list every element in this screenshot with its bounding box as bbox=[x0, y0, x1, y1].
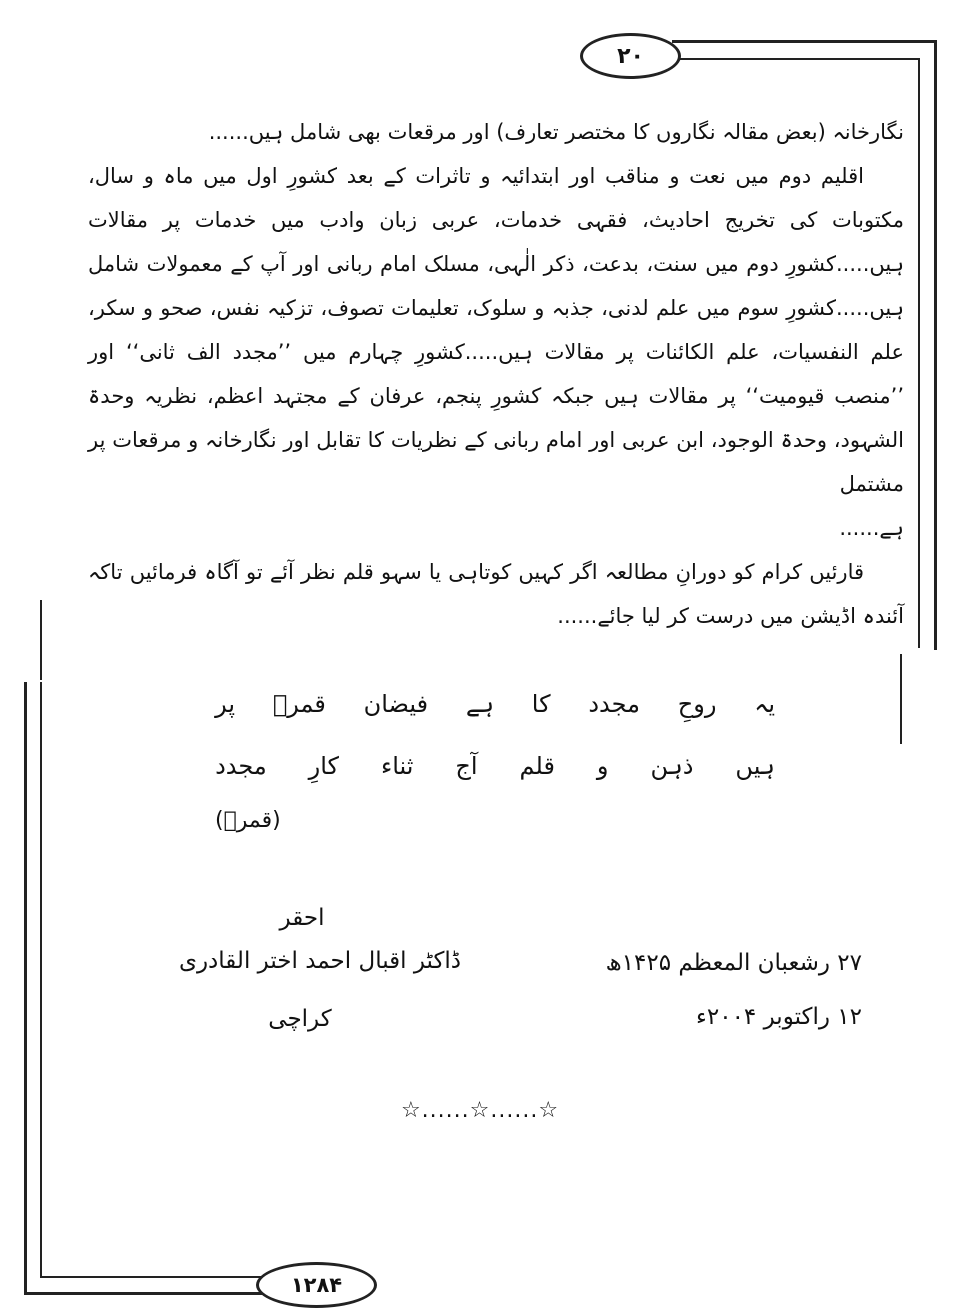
star-ornament: ☆......☆......☆ bbox=[400, 1098, 560, 1123]
poem-word: ذہن bbox=[650, 752, 694, 780]
poem-word: پر bbox=[215, 690, 236, 718]
poem-word: آج bbox=[455, 752, 478, 780]
poet-name: (قمرؔ) bbox=[215, 808, 281, 833]
poem-word: یہ bbox=[754, 690, 775, 718]
paragraph-2-end: ہے...... bbox=[839, 516, 904, 540]
poem-word: و bbox=[596, 752, 609, 780]
poem-line-2 bbox=[215, 752, 775, 780]
gregorian-date: ۱۲ راکتوبر ۲۰۰۴ء bbox=[696, 1004, 862, 1030]
poem-word: مجدد bbox=[588, 690, 640, 718]
poem-word: کا bbox=[531, 690, 551, 718]
frame-bottom-inner bbox=[40, 1276, 276, 1278]
poem-word: روحِ bbox=[677, 690, 717, 718]
body-text bbox=[88, 110, 904, 638]
signature-humble: احقر bbox=[279, 905, 325, 931]
frame-right-outer bbox=[934, 40, 937, 650]
frame-right-inner bbox=[918, 58, 920, 648]
paragraph-1: نگارخانہ (بعض مقالہ نگاروں کا مختصر تعارف) اور مرقعات بھی شامل ہیں...... bbox=[208, 120, 904, 144]
frame-top-right bbox=[672, 40, 936, 43]
signature-city: کراچی bbox=[268, 1006, 332, 1032]
frame-left-inner bbox=[40, 682, 42, 1278]
frame-bottom-outer bbox=[24, 1292, 276, 1295]
frame-mid-right-stub bbox=[900, 654, 902, 744]
top-page-number bbox=[580, 33, 681, 79]
frame-mid-left-stub bbox=[40, 600, 42, 680]
paragraph-2: اقلیم دوم میں نعت و مناقب اور ابتدائیہ و تاثرات کے بعد کشورِ اول میں ماہ و سال، مکتوبات کی تخریج احادیث، فقہی خدمات، عربی زبان وادب میں خدمات پر مقالات ہیں.....کشورِ دوم میں سنت، بدعت، ذکر الٰہی، مسلک امام ربانی اور آپ کے معمولات شامل ہیں.....کشورِ سوم میں علم لدنی، جذبہ و سلوک، تعلیمات تصوف، تزکیہ نفس، صحو و سکر، علم النفسیات، علم الکائنات پر مقالات ہیں.....کشورِ چہارم میں ’’مجدد الف ثانی‘‘ اور ’’منصب قیومیت‘‘ پر مقالات ہیں جبکہ کشورِ پنجم، عرفان کے مجتہد اعظم، نظریہ وحدۃ الشہود، وحدۃ الوجود، ابن عربی اور امام ربانی کے نظریات کا تقابل اور نگارخانہ و مرقعات پر مشتمل bbox=[88, 164, 904, 496]
paragraph-3: قارئیں کرام کو دورانِ مطالعہ اگر کہیں کوتاہی یا سہو قلم نظر آئے تو آگاہ فرمائیں تاکہ آئندہ اڈیشن میں درست کر لیا جائے...... bbox=[88, 560, 904, 628]
poem-word: ہیں bbox=[735, 752, 775, 780]
poem-word: کارِ bbox=[308, 752, 339, 780]
bottom-page-number bbox=[256, 1262, 377, 1308]
poem-line-1 bbox=[215, 690, 775, 718]
hijri-date: ۲۷ رشعبان المعظم ۱۴۲۵ھ bbox=[605, 950, 862, 976]
poem-word: فیضان bbox=[363, 690, 429, 718]
frame-left-outer bbox=[24, 682, 27, 1294]
poem-word: ہے bbox=[465, 690, 494, 718]
poem-word: مجدد bbox=[215, 752, 267, 780]
signature-name: ڈاکٹر اقبال احمد اختر القادری bbox=[178, 948, 462, 974]
poem-word: قمرؔ bbox=[272, 690, 326, 718]
bottom-page-number-text: ۱۲۸۴ bbox=[290, 1273, 343, 1297]
frame-top-right-inner bbox=[672, 58, 920, 60]
poem-word: قلم bbox=[519, 752, 555, 780]
top-page-number-text: ۲۰ bbox=[617, 43, 644, 69]
poem-word: ثناء bbox=[380, 752, 414, 780]
